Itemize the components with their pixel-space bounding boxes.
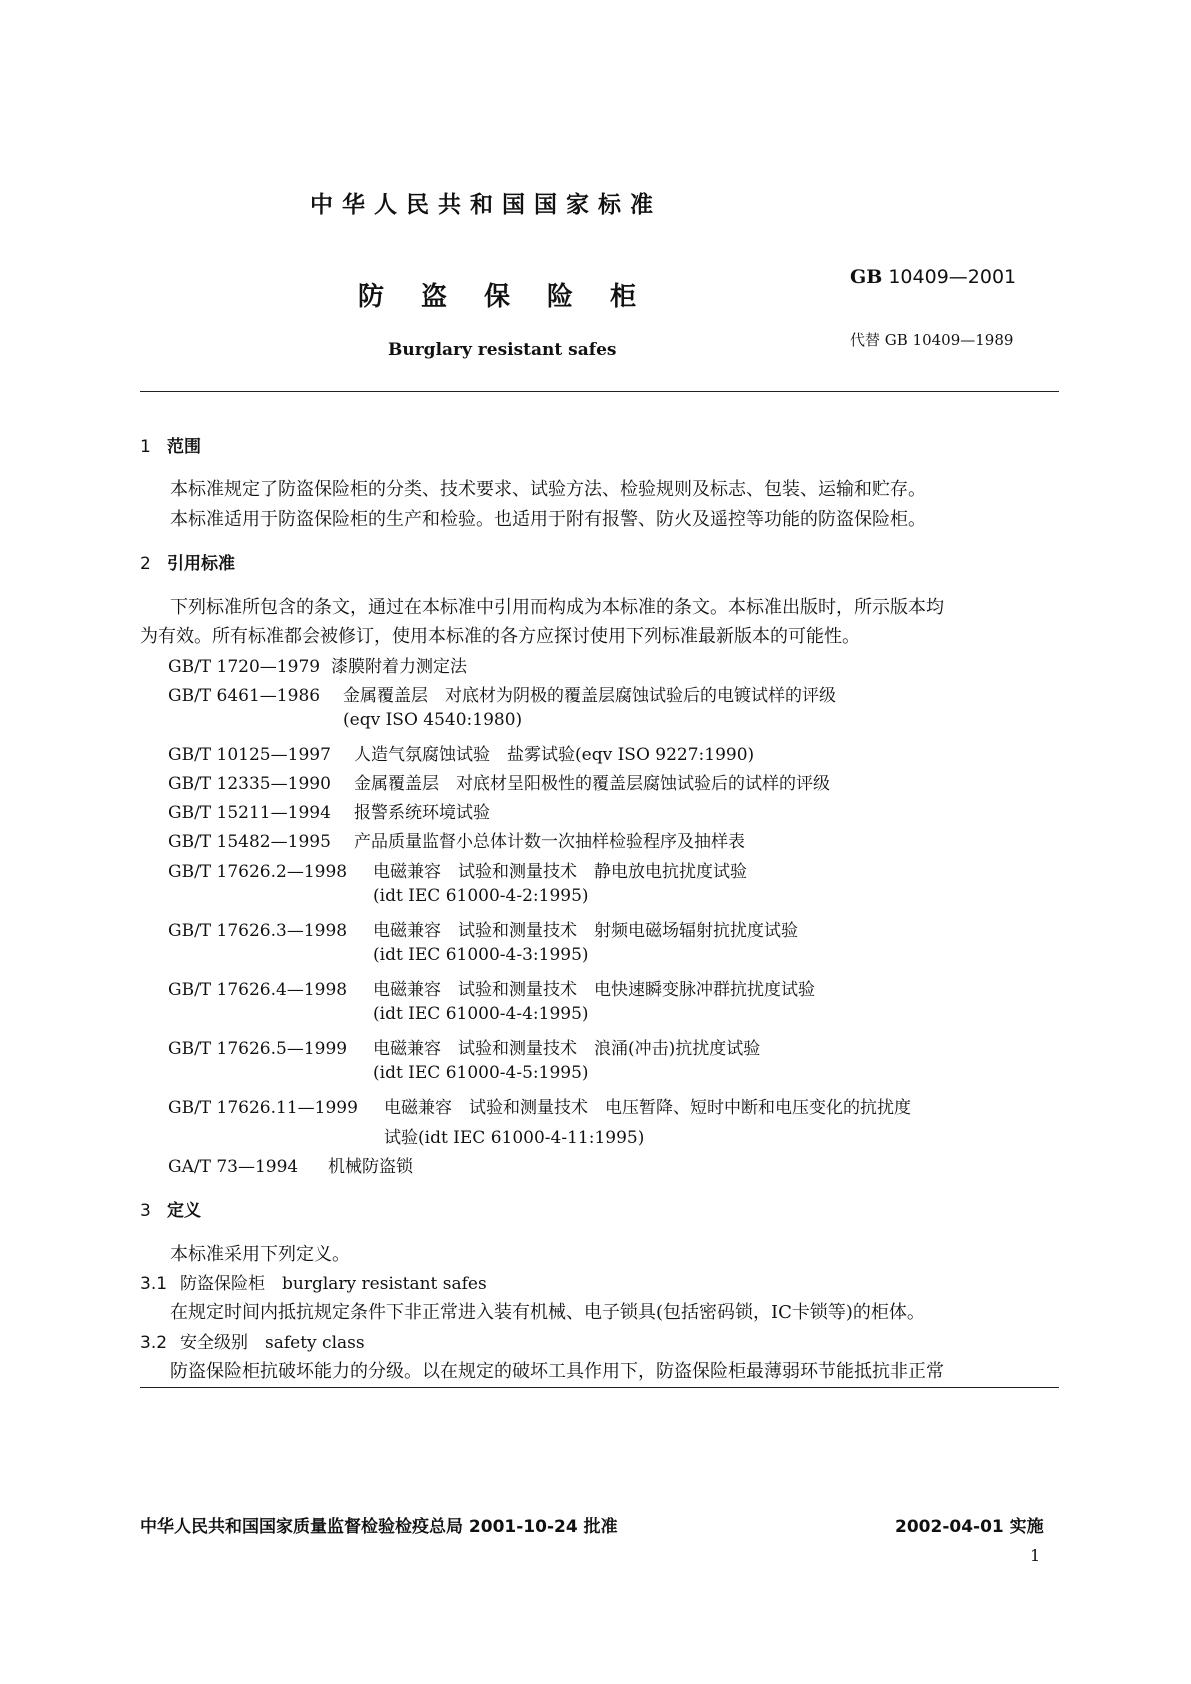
definition-term: 防盗保险柜 burglary resistant safes <box>180 1274 487 1294</box>
issuing-authority: 中华人民共和国国家质量监督检验检疫总局 2001-10-24 批准 <box>140 1517 618 1537</box>
section-title: 定义 <box>167 1201 201 1221</box>
header-divider <box>140 391 1059 392</box>
reference-code: GB/T 12335—1990 <box>168 774 331 794</box>
footer-divider <box>140 1387 1059 1388</box>
reference-item <box>168 652 467 677</box>
reference-title: 金属覆盖层 对底材呈阳极性的覆盖层腐蚀试验后的试样的评级 <box>354 774 830 794</box>
reference-item <box>168 827 745 852</box>
reference-continuation: (idt IEC 61000-4-3:1995) <box>373 945 589 965</box>
reference-item <box>168 798 490 823</box>
definition-number: 3.2 <box>140 1333 168 1353</box>
reference-item <box>168 769 830 794</box>
reference-item <box>168 916 798 941</box>
section-2-paragraph-line-1: 下列标准所包含的条文，通过在本标准中引用而构成为本标准的条文。本标准出版时，所示版本均 <box>170 597 944 618</box>
definition-3-2-term <box>140 1328 365 1353</box>
section-1-paragraph-1: 本标准规定了防盗保险柜的分类、技术要求、试验方法、检验规则及标志、包装、运输和贮存。 <box>170 479 926 500</box>
reference-continuation: (idt IEC 61000-4-5:1995) <box>373 1063 589 1083</box>
reference-title: 电磁兼容 试验和测量技术 浪涌(冲击)抗扰度试验 <box>373 1039 761 1059</box>
reference-code: GB/T 17626.4—1998 <box>168 980 348 1000</box>
reference-continuation: (idt IEC 61000-4-4:1995) <box>373 1004 589 1024</box>
section-2-paragraph-line-2: 为有效。所有标准都会被修订，使用本标准的各方应探讨使用下列标准最新版本的可能性。 <box>140 626 860 647</box>
replaces-standard: 代替 GB 10409—1989 <box>850 331 1014 349</box>
definition-3-2-text: 防盗保险柜抗破坏能力的分级。以在规定的破坏工具作用下，防盗保险柜最薄弱环节能抵抗非正常 <box>170 1361 944 1382</box>
reference-continuation: (eqv ISO 4540:1980) <box>343 710 523 730</box>
section-title: 范围 <box>167 437 201 457</box>
reference-code: GB/T 17626.5—1999 <box>168 1039 348 1059</box>
definition-3-1-term <box>140 1269 487 1294</box>
section-3-heading <box>140 1196 201 1221</box>
definition-3-1-text: 在规定时间内抵抗规定条件下非正常进入装有机械、电子锁具(包括密码锁，IC卡锁等)的柜体。 <box>170 1302 925 1323</box>
reference-item <box>168 681 836 706</box>
document-title: 防盗保险柜 <box>358 282 674 312</box>
reference-continuation: 试验(idt IEC 61000-4-11:1995) <box>384 1128 645 1148</box>
reference-item <box>168 975 815 1000</box>
standard-code <box>850 266 1016 288</box>
section-2-heading <box>140 549 235 574</box>
section-number: 3 <box>140 1201 151 1221</box>
section-number: 2 <box>140 554 151 574</box>
reference-title: 电磁兼容 试验和测量技术 射频电磁场辐射抗扰度试验 <box>373 921 798 941</box>
section-title: 引用标准 <box>167 554 235 574</box>
standard-code-prefix: GB <box>850 266 883 288</box>
standard-code-number: 10409—2001 <box>888 266 1017 288</box>
reference-continuation: (idt IEC 61000-4-2:1995) <box>373 886 589 906</box>
reference-title: 漆膜附着力测定法 <box>331 657 467 677</box>
reference-code: GB/T 17626.2—1998 <box>168 862 348 882</box>
reference-item <box>168 740 754 765</box>
reference-title: 产品质量监督小总体计数一次抽样检验程序及抽样表 <box>354 832 745 852</box>
reference-item <box>168 857 747 882</box>
reference-title: 电磁兼容 试验和测量技术 静电放电抗扰度试验 <box>373 862 747 882</box>
reference-title: 机械防盗锁 <box>328 1157 413 1177</box>
definition-number: 3.1 <box>140 1274 168 1294</box>
section-1-heading <box>140 432 201 457</box>
definition-term: 安全级别 safety class <box>180 1333 365 1353</box>
reference-item <box>168 1034 760 1059</box>
reference-code: GA/T 73—1994 <box>168 1157 299 1177</box>
reference-title: 报警系统环境试验 <box>354 803 490 823</box>
reference-code: GB/T 10125—1997 <box>168 745 331 765</box>
effective-date: 2002-04-01 实施 <box>895 1517 1044 1537</box>
reference-item <box>168 1093 911 1118</box>
section-number: 1 <box>140 437 151 457</box>
reference-code: GB/T 17626.3—1998 <box>168 921 348 941</box>
reference-title: 电磁兼容 试验和测量技术 电压暂降、短时中断和电压变化的抗扰度 <box>384 1098 911 1118</box>
document-title-english: Burglary resistant safes <box>388 340 617 360</box>
reference-code: GB/T 1720—1979 <box>168 657 321 677</box>
reference-item <box>168 1152 413 1177</box>
section-1-paragraph-2: 本标准适用于防盗保险柜的生产和检验。也适用于附有报警、防火及遥控等功能的防盗保险柜。 <box>170 509 926 530</box>
section-3-intro: 本标准采用下列定义。 <box>170 1244 350 1265</box>
reference-title: 金属覆盖层 对底材为阴极的覆盖层腐蚀试验后的电镀试样的评级 <box>343 686 836 706</box>
reference-code: GB/T 17626.11—1999 <box>168 1098 358 1118</box>
page-number: 1 <box>1030 1546 1041 1565</box>
reference-title: 人造气氛腐蚀试验 盐雾试验(eqv ISO 9227:1990) <box>354 745 755 765</box>
national-standard-heading: 中华人民共和国国家标准 <box>310 192 662 218</box>
reference-code: GB/T 6461—1986 <box>168 686 321 706</box>
reference-code: GB/T 15482—1995 <box>168 832 331 852</box>
reference-title: 电磁兼容 试验和测量技术 电快速瞬变脉冲群抗扰度试验 <box>373 980 815 1000</box>
reference-code: GB/T 15211—1994 <box>168 803 331 823</box>
